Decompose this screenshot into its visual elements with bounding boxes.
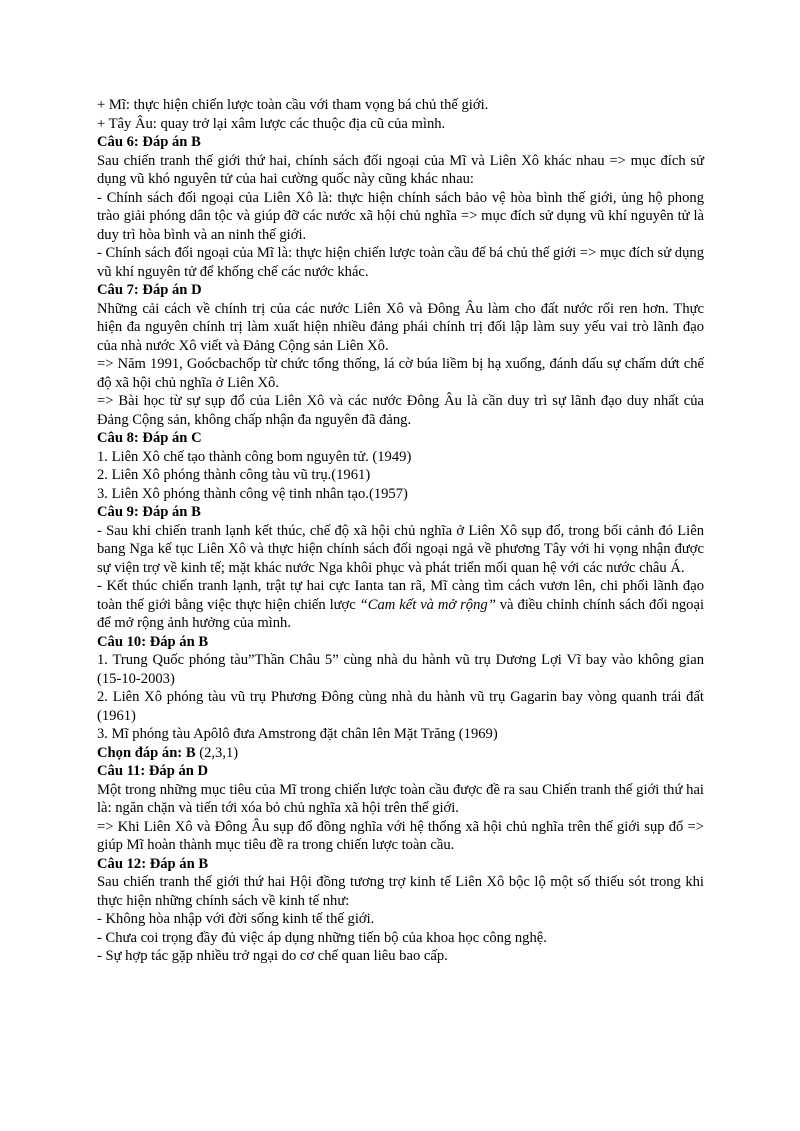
paragraph <box>97 577 704 633</box>
paragraph: Sau chiến tranh thế giới thứ hai, chính sách đối ngoại của Mĩ và Liên Xô khác nhau => mục đích sử dụng vũ khó nguyên tử của hai cường quốc này cũng khác nhau: <box>97 152 704 187</box>
paragraph: - Chính sách đối ngoại của Liên Xô là: thực hiện chính sách bảo vệ hòa bình thế giới, ủng hộ phong trào giải phóng dân tộc và giúp đỡ các nước xã hội chủ nghĩa => mục đích sử dụng vũ khí nguyên tử là duy trì hòa bình và an ninh thế giới. <box>97 189 704 243</box>
list-item: - Không hòa nhập với đời sống kinh tế thế giới. <box>97 911 375 927</box>
paragraph: - Chính sách đối ngoại của Mĩ là: thực hiện chiến lược toàn cầu để bá chủ thế giới => mục đích sử dụng vũ khí nguyên tử để khống chế các nước khác. <box>97 245 704 280</box>
paragraph: Những cải cách về chính trị của các nước Liên Xô và Đông Âu làm cho đất nước rối ren hơn. Thực hiện đa nguyên chính trị làm xuất hiện nhiều đảng phái chính trị đối lập làm suy yếu vai trò lãnh đạo của nhà nước Xô viết và Đảng Cộng sản Liên Xô. <box>97 300 704 354</box>
list-item: 3. Liên Xô phóng thành công vệ tinh nhân tạo.(1957) <box>97 485 408 502</box>
paragraph: => Bài học từ sự sụp đổ của Liên Xô và các nước Đông Âu là cần duy trì sự lãnh đạo duy nhất của Đảng Cộng sản, không chấp nhận đa nguyên đã đảng. <box>97 393 704 428</box>
question-heading: Câu 8: Đáp án C <box>97 430 202 446</box>
paragraph: Sau chiến tranh thế giới thứ hai Hội đồng tương trợ kinh tế Liên Xô bộc lộ một số thiếu sót trong khi thực hiện những chính sách về kinh tế như: <box>97 874 704 909</box>
answer-label: Chọn đáp án: B <box>97 744 196 761</box>
paragraph: Một trong những mục tiêu của Mĩ trong chiến lược toàn cầu được đề ra sau Chiến tranh thế giới thứ hai là: ngăn chặn và tiến tới xóa bỏ chủ nghĩa xã hội trên thế giới. <box>97 781 704 816</box>
answer-line <box>97 744 704 763</box>
italic-quote: “Cam kết và mở rộng” <box>359 596 496 613</box>
list-item: - Sự hợp tác gặp nhiều trở ngại do cơ chế quan liêu bao cấp. <box>97 948 448 964</box>
text-line: + Tây Âu: quay trở lại xâm lược các thuộc địa cũ của mình. <box>97 115 446 132</box>
list-item: 2. Liên Xô phóng thành công tàu vũ trụ.(1961) <box>97 467 371 483</box>
question-heading: Câu 11: Đáp án D <box>97 763 209 779</box>
question-heading: Câu 10: Đáp án B <box>97 633 209 650</box>
paragraph: => Khi Liên Xô và Đông Âu sụp đổ đồng nghĩa với hệ thống xã hội chủ nghĩa trên thế giới sụp đổ => giúp Mĩ hoàn thành mục tiêu đề ra trong chiến lược toàn cầu. <box>97 818 704 853</box>
text-line: + Mĩ: thực hiện chiến lược toàn cầu với tham vọng bá chủ thế giới. <box>97 97 489 113</box>
list-item: 1. Trung Quốc phóng tàu”Thần Châu 5” cùng nhà du hành vũ trụ Dương Lợi Vĩ bay vào không gian (15-10-2003) <box>97 652 704 687</box>
list-item: 3. Mĩ phóng tàu Apôlô đưa Amstrong đặt chân lên Mặt Trăng (1969) <box>97 726 498 742</box>
list-item: 1. Liên Xô chế tạo thành công bom nguyên tử. (1949) <box>97 448 412 465</box>
paragraph: => Năm 1991, Goócbachốp từ chức tổng thống, lá cờ búa liềm bị hạ xuống, đánh dấu sự chấm dứt chế độ xã hội chủ nghĩa ở Liên Xô. <box>97 356 704 391</box>
question-heading: Câu 6: Đáp án B <box>97 134 201 150</box>
question-heading: Câu 7: Đáp án D <box>97 282 202 298</box>
list-item: 2. Liên Xô phóng tàu vũ trụ Phương Đông cùng nhà du hành vũ trụ Gagarin bay vòng quanh trái đất (1961) <box>97 689 704 724</box>
text-span: - Kết thúc chiến tranh lạnh, trật tự hai cực Ianta tan rã, Mĩ càng tìm cách vươn lên, chi phối lãnh đạo toàn thế giới bằng việc thực hiện chiến lược <box>97 578 704 613</box>
list-item: - Chưa coi trọng đầy đủ việc áp dụng những tiến bộ của khoa học công nghệ. <box>97 929 547 946</box>
answer-value: (2,3,1) <box>195 744 239 761</box>
paragraph: - Sau khi chiến tranh lạnh kết thúc, chế độ xã hội chủ nghĩa ở Liên Xô sụp đổ, trong bối cảnh đó Liên bang Nga kế tục Liên Xô và thực hiện chính sách đối ngoại ngả về phương Tây với hi vọng nhận được sự viện trợ về kinh tế; mặt khác nước Nga khôi phục và phát triển mối quan hệ với các nước châu Á. <box>97 522 704 576</box>
question-heading: Câu 12: Đáp án B <box>97 855 209 872</box>
text-span: và điều chỉnh chính sách đối ngoại để mở rộng ảnh hưởng của mình. <box>97 596 705 631</box>
question-heading: Câu 9: Đáp án B <box>97 504 201 520</box>
